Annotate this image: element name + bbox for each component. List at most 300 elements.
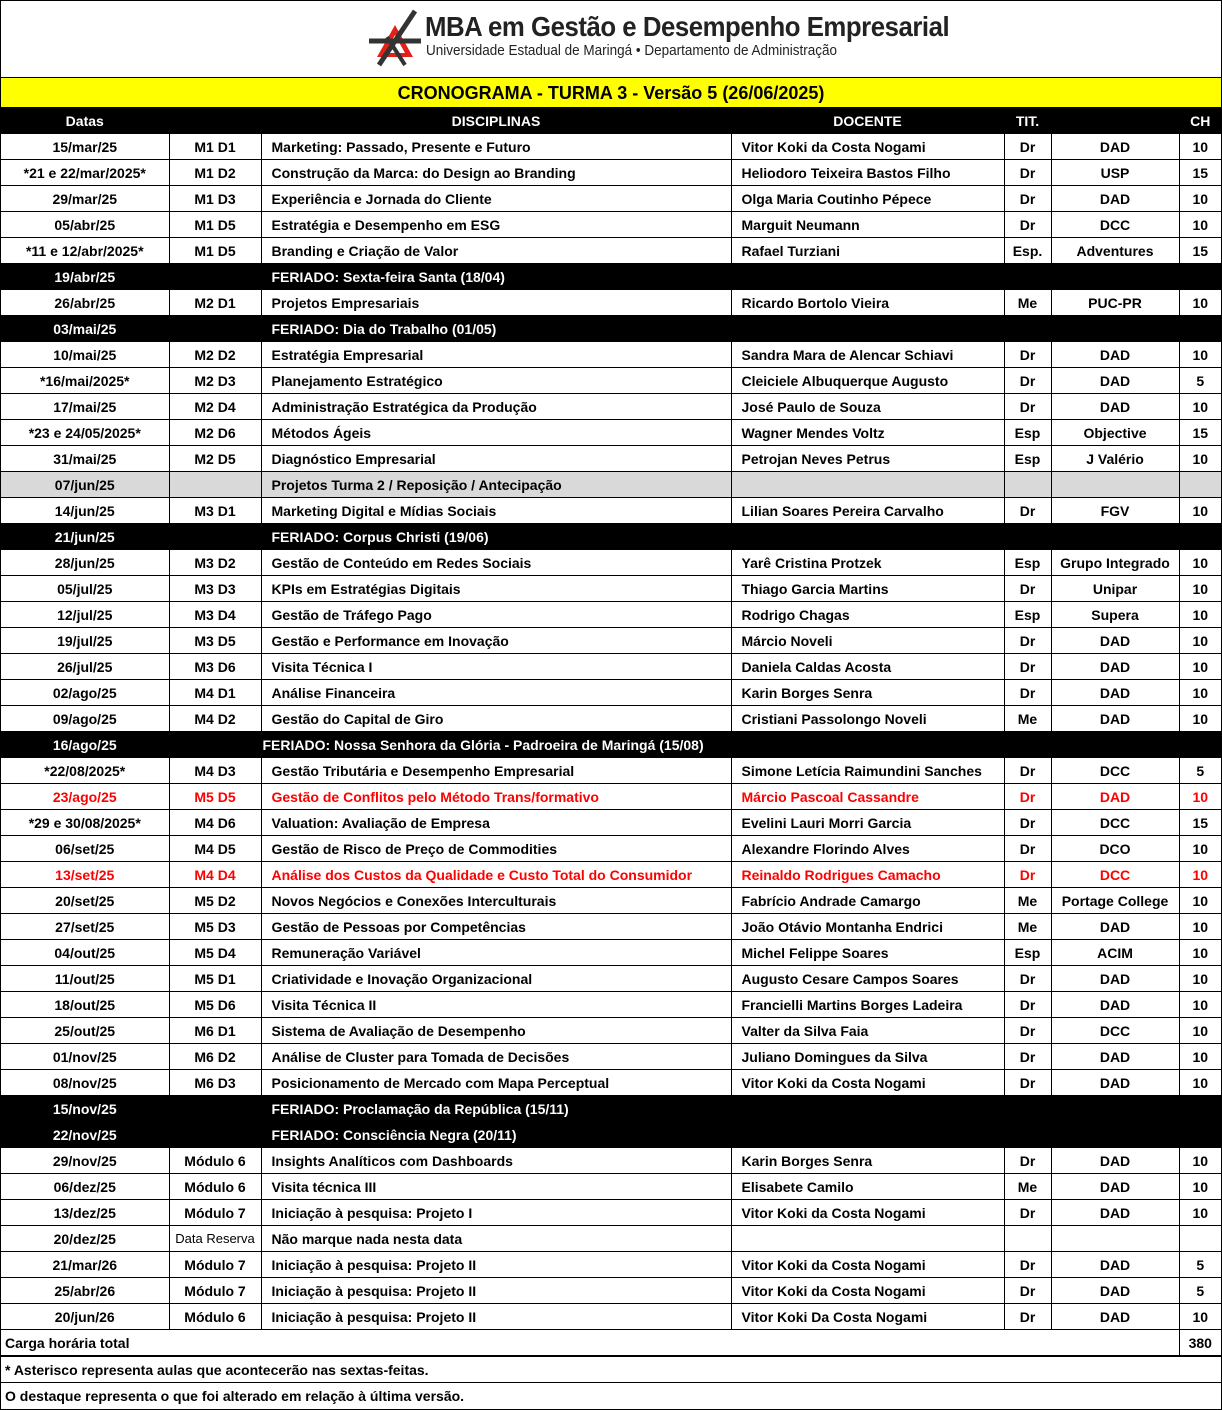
row-institution: Adventures bbox=[1051, 238, 1179, 264]
row-institution: DCC bbox=[1051, 212, 1179, 238]
col-title: TIT. bbox=[1004, 109, 1051, 134]
row-discipline: Iniciação à pesquisa: Projeto II bbox=[261, 1278, 731, 1304]
row-date: 16/ago/25 bbox=[1, 732, 169, 758]
row-institution: DAD bbox=[1051, 1304, 1179, 1330]
row-discipline: Métodos Ágeis bbox=[261, 420, 731, 446]
row-date: 25/out/25 bbox=[1, 1018, 169, 1044]
row-module: M5 D6 bbox=[169, 992, 261, 1018]
table-row bbox=[1, 810, 1221, 836]
row-date: 21/mar/26 bbox=[1, 1252, 169, 1278]
table-row bbox=[1, 1226, 1221, 1252]
note-highlight: O destaque representa o que foi alterado em relação à última versão. bbox=[1, 1382, 1221, 1408]
row-institution: Objective bbox=[1051, 420, 1179, 446]
row-date: *21 e 22/mar/2025* bbox=[1, 160, 169, 186]
row-date: *23 e 24/05/2025* bbox=[1, 420, 169, 446]
row-discipline: Iniciação à pesquisa: Projeto II bbox=[261, 1304, 731, 1330]
row-discipline: Diagnóstico Empresarial bbox=[261, 446, 731, 472]
row-module: M4 D1 bbox=[169, 680, 261, 706]
row-date: 10/mai/25 bbox=[1, 342, 169, 368]
row-institution: DAD bbox=[1051, 914, 1179, 940]
row-module: M6 D2 bbox=[169, 1044, 261, 1070]
row-institution: DAD bbox=[1051, 784, 1179, 810]
row-title: Me bbox=[1004, 1174, 1051, 1200]
row-date: 15/mar/25 bbox=[1, 134, 169, 160]
row-date: 13/dez/25 bbox=[1, 1200, 169, 1226]
row-discipline: Projetos Turma 2 / Reposição / Antecipação bbox=[261, 472, 731, 498]
table-row bbox=[1, 1200, 1221, 1226]
row-date: 26/jul/25 bbox=[1, 654, 169, 680]
table-row bbox=[1, 1174, 1221, 1200]
row-title: Me bbox=[1004, 914, 1051, 940]
row-institution: DAD bbox=[1051, 1148, 1179, 1174]
row-module bbox=[169, 264, 261, 290]
row-title: Me bbox=[1004, 706, 1051, 732]
row-hours: 10 bbox=[1179, 914, 1221, 940]
row-hours: 10 bbox=[1179, 394, 1221, 420]
row-hours: 10 bbox=[1179, 784, 1221, 810]
row-discipline: Construção da Marca: do Design ao Branding bbox=[261, 160, 731, 186]
row-date: 06/dez/25 bbox=[1, 1174, 169, 1200]
row-title: Dr bbox=[1004, 1278, 1051, 1304]
row-date: 19/jul/25 bbox=[1, 628, 169, 654]
row-teacher: Michel Felippe Soares bbox=[731, 940, 1004, 966]
row-date: 13/set/25 bbox=[1, 862, 169, 888]
header-subtitle: Universidade Estadual de Maringá • Departamento de Administração bbox=[426, 43, 838, 59]
table-row bbox=[1, 784, 1221, 810]
table-row bbox=[1, 446, 1221, 472]
table-row bbox=[1, 914, 1221, 940]
row-module: M3 D6 bbox=[169, 654, 261, 680]
total-label: Carga horária total bbox=[1, 1330, 1179, 1356]
row-title: Dr bbox=[1004, 654, 1051, 680]
row-institution: DAD bbox=[1051, 628, 1179, 654]
table-row bbox=[1, 1304, 1221, 1330]
row-teacher: Márcio Pascoal Cassandre bbox=[731, 784, 1004, 810]
table-row bbox=[1, 576, 1221, 602]
row-hours: 10 bbox=[1179, 342, 1221, 368]
table-row bbox=[1, 1018, 1221, 1044]
row-teacher bbox=[731, 1226, 1004, 1252]
row-hours: 10 bbox=[1179, 212, 1221, 238]
row-discipline: Remuneração Variável bbox=[261, 940, 731, 966]
row-date: 17/mai/25 bbox=[1, 394, 169, 420]
row-discipline: Branding e Criação de Valor bbox=[261, 238, 731, 264]
row-hours: 10 bbox=[1179, 1044, 1221, 1070]
row-teacher: Valter da Silva Faia bbox=[731, 1018, 1004, 1044]
row-discipline: Gestão de Risco de Preço de Commodities bbox=[261, 836, 731, 862]
table-row bbox=[1, 186, 1221, 212]
table-row bbox=[1, 862, 1221, 888]
row-title: Dr bbox=[1004, 134, 1051, 160]
row-institution: DCC bbox=[1051, 1018, 1179, 1044]
row-title: Dr bbox=[1004, 1070, 1051, 1096]
row-date: 20/dez/25 bbox=[1, 1226, 169, 1252]
row-institution: PUC-PR bbox=[1051, 290, 1179, 316]
row-module: M1 D2 bbox=[169, 160, 261, 186]
row-discipline: Gestão e Performance em Inovação bbox=[261, 628, 731, 654]
row-title: Dr bbox=[1004, 186, 1051, 212]
row-discipline: Não marque nada nesta data bbox=[261, 1226, 731, 1252]
row-teacher: Daniela Caldas Acosta bbox=[731, 654, 1004, 680]
row-teacher: Vitor Koki da Costa Nogami bbox=[731, 1070, 1004, 1096]
row-title: Esp bbox=[1004, 420, 1051, 446]
row-institution: DAD bbox=[1051, 368, 1179, 394]
table-row bbox=[1, 654, 1221, 680]
row-hours: 10 bbox=[1179, 550, 1221, 576]
table-row bbox=[1, 836, 1221, 862]
row-hours: 10 bbox=[1179, 290, 1221, 316]
row-teacher: Vitor Koki da Costa Nogami bbox=[731, 1278, 1004, 1304]
row-date: *16/mai/2025* bbox=[1, 368, 169, 394]
row-date: 31/mai/25 bbox=[1, 446, 169, 472]
row-date: 12/jul/25 bbox=[1, 602, 169, 628]
table-row bbox=[1, 940, 1221, 966]
holiday-row bbox=[1, 1122, 1221, 1148]
row-title: Dr bbox=[1004, 1200, 1051, 1226]
row-module: Módulo 7 bbox=[169, 1200, 261, 1226]
row-module: M2 D3 bbox=[169, 368, 261, 394]
row-institution: DAD bbox=[1051, 680, 1179, 706]
row-teacher: Vitor Koki da Costa Nogami bbox=[731, 1252, 1004, 1278]
row-teacher: Sandra Mara de Alencar Schiavi bbox=[731, 342, 1004, 368]
schedule-rows bbox=[1, 134, 1221, 1330]
row-module: M3 D1 bbox=[169, 498, 261, 524]
row-teacher: José Paulo de Souza bbox=[731, 394, 1004, 420]
row-institution: DAD bbox=[1051, 1200, 1179, 1226]
row-date: 15/nov/25 bbox=[1, 1096, 169, 1122]
row-discipline: Visita Técnica II bbox=[261, 992, 731, 1018]
holiday-label: FERIADO: Consciência Negra (20/11) bbox=[261, 1122, 1221, 1148]
row-hours: 10 bbox=[1179, 446, 1221, 472]
row-module: M5 D1 bbox=[169, 966, 261, 992]
row-date: 28/jun/25 bbox=[1, 550, 169, 576]
row-title: Dr bbox=[1004, 628, 1051, 654]
row-discipline: Análise Financeira bbox=[261, 680, 731, 706]
row-teacher: Karin Borges Senra bbox=[731, 680, 1004, 706]
row-hours: 15 bbox=[1179, 160, 1221, 186]
row-institution: DAD bbox=[1051, 1044, 1179, 1070]
table-row bbox=[1, 472, 1221, 498]
row-teacher: Vitor Koki da Costa Nogami bbox=[731, 134, 1004, 160]
col-module bbox=[169, 109, 261, 134]
row-module: M4 D5 bbox=[169, 836, 261, 862]
row-discipline: Administração Estratégica da Produção bbox=[261, 394, 731, 420]
table-row bbox=[1, 394, 1221, 420]
row-date: *11 e 12/abr/2025* bbox=[1, 238, 169, 264]
col-institution bbox=[1051, 109, 1179, 134]
row-teacher: João Otávio Montanha Endrici bbox=[731, 914, 1004, 940]
row-date: 20/set/25 bbox=[1, 888, 169, 914]
row-discipline: Gestão do Capital de Giro bbox=[261, 706, 731, 732]
row-title: Dr bbox=[1004, 862, 1051, 888]
row-institution: DAD bbox=[1051, 186, 1179, 212]
table-row bbox=[1, 238, 1221, 264]
table-row bbox=[1, 212, 1221, 238]
row-date: 23/ago/25 bbox=[1, 784, 169, 810]
row-teacher: Juliano Domingues da Silva bbox=[731, 1044, 1004, 1070]
col-disciplines: DISCIPLINAS bbox=[261, 109, 731, 134]
row-module bbox=[169, 524, 261, 550]
row-module: M2 D5 bbox=[169, 446, 261, 472]
row-date: 26/abr/25 bbox=[1, 290, 169, 316]
row-date: 01/nov/25 bbox=[1, 1044, 169, 1070]
table-row bbox=[1, 134, 1221, 160]
row-discipline: Posicionamento de Mercado com Mapa Perceptual bbox=[261, 1070, 731, 1096]
row-hours: 15 bbox=[1179, 238, 1221, 264]
row-institution: USP bbox=[1051, 160, 1179, 186]
row-hours: 5 bbox=[1179, 1278, 1221, 1304]
row-discipline: Análise de Cluster para Tomada de Decisões bbox=[261, 1044, 731, 1070]
table-row bbox=[1, 966, 1221, 992]
row-discipline: Gestão de Tráfego Pago bbox=[261, 602, 731, 628]
table-row bbox=[1, 550, 1221, 576]
table-row bbox=[1, 420, 1221, 446]
row-date: 21/jun/25 bbox=[1, 524, 169, 550]
total-value: 380 bbox=[1179, 1330, 1221, 1356]
row-hours: 5 bbox=[1179, 758, 1221, 784]
holiday-row bbox=[1, 524, 1221, 550]
row-date: 09/ago/25 bbox=[1, 706, 169, 732]
row-module: M4 D3 bbox=[169, 758, 261, 784]
row-hours: 10 bbox=[1179, 628, 1221, 654]
row-teacher: Elisabete Camilo bbox=[731, 1174, 1004, 1200]
row-title: Dr bbox=[1004, 498, 1051, 524]
row-title: Dr bbox=[1004, 1018, 1051, 1044]
row-title: Dr bbox=[1004, 1044, 1051, 1070]
row-teacher: Vitor Koki Da Costa Nogami bbox=[731, 1304, 1004, 1330]
row-module bbox=[169, 472, 261, 498]
row-module: M5 D4 bbox=[169, 940, 261, 966]
row-hours: 10 bbox=[1179, 862, 1221, 888]
row-module: M1 D1 bbox=[169, 134, 261, 160]
table-row bbox=[1, 498, 1221, 524]
row-module: M3 D3 bbox=[169, 576, 261, 602]
holiday-row bbox=[1, 732, 1221, 758]
row-teacher: Vitor Koki da Costa Nogami bbox=[731, 1200, 1004, 1226]
row-module: M3 D5 bbox=[169, 628, 261, 654]
table-row bbox=[1, 706, 1221, 732]
row-title: Me bbox=[1004, 290, 1051, 316]
row-institution: Grupo Integrado bbox=[1051, 550, 1179, 576]
table-row bbox=[1, 1148, 1221, 1174]
row-teacher: Reinaldo Rodrigues Camacho bbox=[731, 862, 1004, 888]
row-hours: 10 bbox=[1179, 1070, 1221, 1096]
row-date: 18/out/25 bbox=[1, 992, 169, 1018]
row-discipline: Criatividade e Inovação Organizacional bbox=[261, 966, 731, 992]
row-teacher: Rodrigo Chagas bbox=[731, 602, 1004, 628]
row-module: M2 D4 bbox=[169, 394, 261, 420]
row-title: Dr bbox=[1004, 1252, 1051, 1278]
row-discipline: Gestão de Conteúdo em Redes Sociais bbox=[261, 550, 731, 576]
row-institution: DCC bbox=[1051, 758, 1179, 784]
table-row bbox=[1, 628, 1221, 654]
holiday-label: FERIADO: Corpus Christi (19/06) bbox=[261, 524, 1221, 550]
row-discipline: Iniciação à pesquisa: Projeto II bbox=[261, 1252, 731, 1278]
row-discipline: Valuation: Avaliação de Empresa bbox=[261, 810, 731, 836]
row-hours: 10 bbox=[1179, 1200, 1221, 1226]
row-institution: DCO bbox=[1051, 836, 1179, 862]
row-module: M2 D1 bbox=[169, 290, 261, 316]
row-institution: Unipar bbox=[1051, 576, 1179, 602]
row-module bbox=[169, 1096, 261, 1122]
row-module: M3 D4 bbox=[169, 602, 261, 628]
row-title: Dr bbox=[1004, 576, 1051, 602]
row-title: Dr bbox=[1004, 394, 1051, 420]
holiday-label: FERIADO: Proclamação da República (15/11) bbox=[261, 1096, 1221, 1122]
row-hours: 10 bbox=[1179, 706, 1221, 732]
row-title: Dr bbox=[1004, 212, 1051, 238]
row-discipline: Gestão de Conflitos pelo Método Trans/formativo bbox=[261, 784, 731, 810]
row-date: 14/jun/25 bbox=[1, 498, 169, 524]
row-module: M5 D2 bbox=[169, 888, 261, 914]
row-date: 22/nov/25 bbox=[1, 1122, 169, 1148]
holiday-row bbox=[1, 1096, 1221, 1122]
row-teacher: Yarê Cristina Protzek bbox=[731, 550, 1004, 576]
row-teacher: Petrojan Neves Petrus bbox=[731, 446, 1004, 472]
row-module: Módulo 7 bbox=[169, 1252, 261, 1278]
row-institution: DAD bbox=[1051, 1174, 1179, 1200]
row-institution: DAD bbox=[1051, 654, 1179, 680]
row-discipline: Sistema de Avaliação de Desempenho bbox=[261, 1018, 731, 1044]
header-title: MBA em Gestão e Desempenho Empresarial bbox=[425, 11, 950, 42]
table-row bbox=[1, 602, 1221, 628]
col-dates: Datas bbox=[1, 109, 169, 134]
row-title: Dr bbox=[1004, 810, 1051, 836]
row-title: Dr bbox=[1004, 1148, 1051, 1174]
row-title: Dr bbox=[1004, 160, 1051, 186]
row-hours: 10 bbox=[1179, 836, 1221, 862]
row-module: M5 D5 bbox=[169, 784, 261, 810]
row-institution bbox=[1051, 1226, 1179, 1252]
row-teacher: Thiago Garcia Martins bbox=[731, 576, 1004, 602]
row-date: 04/out/25 bbox=[1, 940, 169, 966]
row-title: Dr bbox=[1004, 784, 1051, 810]
schedule-banner: CRONOGRAMA - TURMA 3 - Versão 5 (26/06/2025) bbox=[1, 78, 1221, 108]
row-date: 05/abr/25 bbox=[1, 212, 169, 238]
row-institution: DAD bbox=[1051, 1278, 1179, 1304]
row-hours: 15 bbox=[1179, 420, 1221, 446]
holiday-row bbox=[1, 264, 1221, 290]
row-teacher: Marguit Neumann bbox=[731, 212, 1004, 238]
row-discipline: Visita técnica III bbox=[261, 1174, 731, 1200]
row-date: *22/08/2025* bbox=[1, 758, 169, 784]
row-hours: 10 bbox=[1179, 576, 1221, 602]
row-teacher: Augusto Cesare Campos Soares bbox=[731, 966, 1004, 992]
row-title: Esp bbox=[1004, 940, 1051, 966]
row-title bbox=[1004, 1226, 1051, 1252]
row-institution: J Valério bbox=[1051, 446, 1179, 472]
table-row bbox=[1, 368, 1221, 394]
row-module bbox=[169, 316, 261, 342]
row-teacher: Heliodoro Teixeira Bastos Filho bbox=[731, 160, 1004, 186]
table-row bbox=[1, 888, 1221, 914]
row-module: M2 D6 bbox=[169, 420, 261, 446]
row-title: Dr bbox=[1004, 992, 1051, 1018]
row-date: 25/abr/26 bbox=[1, 1278, 169, 1304]
row-discipline: Estratégia Empresarial bbox=[261, 342, 731, 368]
row-module: Data Reserva bbox=[169, 1226, 261, 1252]
row-title: Esp bbox=[1004, 446, 1051, 472]
row-teacher: Wagner Mendes Voltz bbox=[731, 420, 1004, 446]
uem-logo-icon bbox=[365, 7, 425, 69]
row-teacher: Simone Letícia Raimundini Sanches bbox=[731, 758, 1004, 784]
table-row bbox=[1, 758, 1221, 784]
header bbox=[1, 1, 1221, 78]
row-title: Esp bbox=[1004, 550, 1051, 576]
holiday-label: FERIADO: Sexta-feira Santa (18/04) bbox=[261, 264, 1221, 290]
row-institution: DAD bbox=[1051, 1070, 1179, 1096]
col-teacher: DOCENTE bbox=[731, 109, 1004, 134]
row-teacher: Olga Maria Coutinho Pépece bbox=[731, 186, 1004, 212]
row-hours: 10 bbox=[1179, 992, 1221, 1018]
row-teacher: Márcio Noveli bbox=[731, 628, 1004, 654]
row-title: Dr bbox=[1004, 680, 1051, 706]
row-hours: 15 bbox=[1179, 810, 1221, 836]
row-date: 02/ago/25 bbox=[1, 680, 169, 706]
row-discipline: Projetos Empresariais bbox=[261, 290, 731, 316]
row-module bbox=[169, 1122, 261, 1148]
row-module: M4 D2 bbox=[169, 706, 261, 732]
row-hours: 10 bbox=[1179, 1018, 1221, 1044]
row-module: Módulo 7 bbox=[169, 1278, 261, 1304]
row-discipline: Iniciação à pesquisa: Projeto I bbox=[261, 1200, 731, 1226]
row-module bbox=[169, 732, 261, 758]
row-discipline: Visita Técnica I bbox=[261, 654, 731, 680]
row-hours: 10 bbox=[1179, 498, 1221, 524]
row-hours bbox=[1179, 472, 1221, 498]
row-discipline: Marketing: Passado, Presente e Futuro bbox=[261, 134, 731, 160]
row-teacher bbox=[731, 472, 1004, 498]
row-module: M1 D5 bbox=[169, 212, 261, 238]
row-hours bbox=[1179, 1226, 1221, 1252]
row-institution: DAD bbox=[1051, 706, 1179, 732]
holiday-label: FERIADO: Dia do Trabalho (01/05) bbox=[261, 316, 1221, 342]
row-discipline: Marketing Digital e Mídias Sociais bbox=[261, 498, 731, 524]
row-teacher: Fabrício Andrade Camargo bbox=[731, 888, 1004, 914]
row-hours: 10 bbox=[1179, 654, 1221, 680]
row-title: Esp. bbox=[1004, 238, 1051, 264]
row-institution: DAD bbox=[1051, 966, 1179, 992]
holiday-label: FERIADO: Nossa Senhora da Glória - Padroeira de Maringá (15/08) bbox=[261, 732, 1221, 758]
table-row bbox=[1, 680, 1221, 706]
row-hours: 10 bbox=[1179, 1174, 1221, 1200]
row-discipline: Gestão Tributária e Desempenho Empresarial bbox=[261, 758, 731, 784]
row-institution: DAD bbox=[1051, 992, 1179, 1018]
row-institution: DAD bbox=[1051, 134, 1179, 160]
table-row bbox=[1, 290, 1221, 316]
col-hours: CH bbox=[1179, 109, 1221, 134]
row-date: 19/abr/25 bbox=[1, 264, 169, 290]
row-module: M1 D3 bbox=[169, 186, 261, 212]
row-teacher: Lilian Soares Pereira Carvalho bbox=[731, 498, 1004, 524]
row-hours: 10 bbox=[1179, 1148, 1221, 1174]
row-teacher: Cristiani Passolongo Noveli bbox=[731, 706, 1004, 732]
table-row bbox=[1, 1278, 1221, 1304]
holiday-row bbox=[1, 316, 1221, 342]
row-title: Dr bbox=[1004, 342, 1051, 368]
row-teacher: Karin Borges Senra bbox=[731, 1148, 1004, 1174]
row-hours: 10 bbox=[1179, 1304, 1221, 1330]
row-date: 29/nov/25 bbox=[1, 1148, 169, 1174]
row-module: M3 D2 bbox=[169, 550, 261, 576]
row-date: 29/mar/25 bbox=[1, 186, 169, 212]
row-date: 06/set/25 bbox=[1, 836, 169, 862]
row-module: Módulo 6 bbox=[169, 1148, 261, 1174]
row-institution: Supera bbox=[1051, 602, 1179, 628]
note-asterisk: * Asterisco representa aulas que acontecerão nas sextas-feitas. bbox=[1, 1356, 1221, 1382]
row-date: 05/jul/25 bbox=[1, 576, 169, 602]
row-date: 07/jun/25 bbox=[1, 472, 169, 498]
